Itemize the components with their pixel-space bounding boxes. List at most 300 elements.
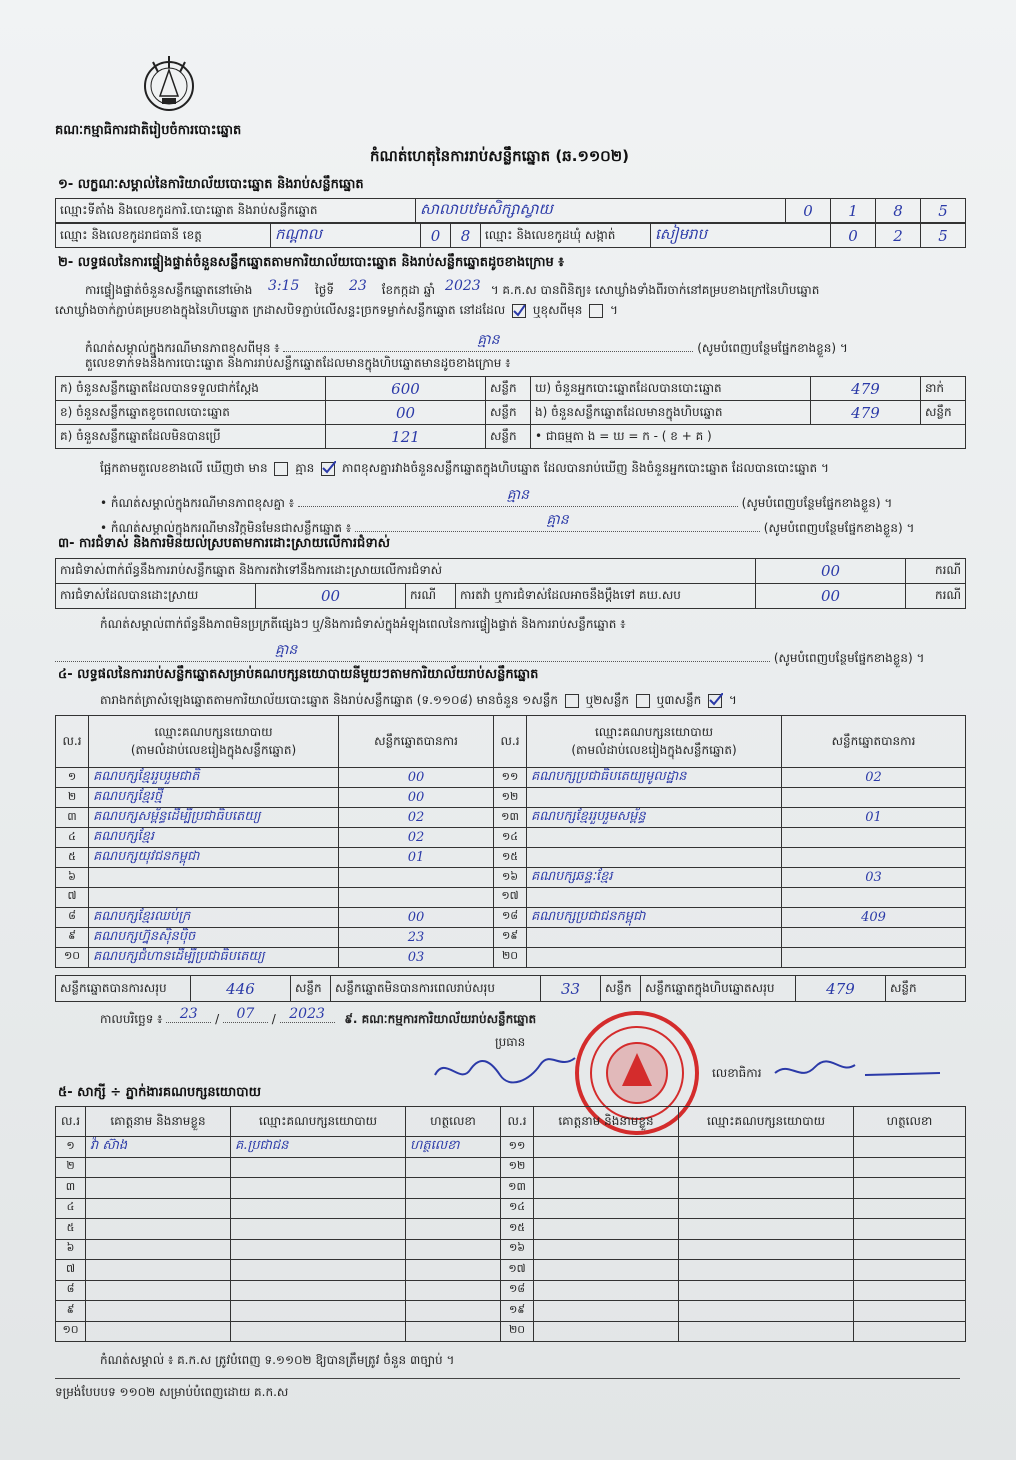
s3-note-line — [55, 640, 965, 668]
witness-name — [86, 1198, 231, 1219]
verify-text-a: ការផ្ទៀងផ្ទាត់ចំនួនសន្លឹកឆ្នោតនៅម៉ោង — [85, 283, 253, 297]
result-party — [89, 868, 339, 888]
witness-name — [86, 1157, 231, 1178]
fig-c-value: 121 — [326, 425, 486, 449]
col-party — [89, 716, 339, 768]
w-col-party: ឈ្មោះគណបក្សនយោបាយ — [231, 1107, 406, 1137]
result-votes — [782, 828, 966, 848]
result-party: គណបក្សឆន្ទៈខ្មែរ — [527, 868, 782, 888]
col-party-label: ឈ្មោះគណបក្សនយោបាយ — [154, 724, 273, 739]
witness-sign — [406, 1280, 501, 1301]
bullet2-line — [100, 510, 965, 538]
result-party: គណបក្សប្រជាជនកម្ពុជា — [527, 907, 782, 927]
witness-no: ១០ — [56, 1321, 86, 1342]
result-votes: 409 — [782, 907, 966, 927]
result-no: ១៣ — [494, 808, 527, 828]
no-difference-checkbox[interactable] — [321, 462, 335, 476]
witness-party — [231, 1157, 406, 1178]
results-row — [56, 947, 966, 967]
note-hint: (សូមបំពេញបន្ថែមផ្នែកខាងខ្លួន) ។ — [697, 341, 848, 355]
col-no: ល.រ — [494, 716, 527, 768]
result-votes — [339, 868, 494, 888]
witness-sign — [854, 1178, 966, 1199]
result-votes: 00 — [339, 788, 494, 808]
total-valid-unit: សន្លឹក — [291, 976, 331, 1002]
result-votes: 01 — [339, 848, 494, 868]
witness-party — [231, 1260, 406, 1281]
figures-intro: តួលេខទាក់ទងនឹងការបោះឆ្នោត និងការរាប់សន្លឹកឆ្នោតដែលមានក្នុងហិបឆ្នោតមានដូចខាងក្រោម ៖ — [85, 356, 511, 370]
s3-note-label: កំណត់សម្គាល់ពាក់ព័ន្ធនឹងភាពមិនប្រក្រតីផ្សេងៗ ឬ/និងការជំទាស់ក្នុងអំឡុងពេលនៃការផ្ទៀងផ្ទាត់ និងការរាប់សន្លឹកឆ្នោត ៖ — [100, 617, 626, 631]
result-no: ៤ — [56, 828, 89, 848]
witness-sign — [406, 1239, 501, 1260]
result-no: ៩ — [56, 927, 89, 947]
verify-line — [85, 278, 965, 300]
result-votes: 02 — [339, 808, 494, 828]
verify-year: 2023 — [445, 278, 481, 294]
result-party — [527, 788, 782, 808]
witness-name — [534, 1219, 679, 1240]
date-month: 07 — [223, 1006, 268, 1023]
date-line: កាលបរិច្ឆេទ ៖ 23 / 07 / 2023 ៩. គណៈកម្មការការិយាល័យរាប់សន្លឹកឆ្នោត — [100, 1006, 537, 1026]
col-no: ល.រ — [56, 716, 89, 768]
witness-row — [56, 1198, 966, 1219]
commune-value: សៀមរាប — [651, 224, 831, 248]
committee-label: ៩. គណៈកម្មការការិយាល័យរាប់សន្លឹកឆ្នោត — [344, 1012, 537, 1026]
date-year: 2023 — [280, 1006, 335, 1023]
result-no: ១០ — [56, 947, 89, 967]
result-no: ៣ — [56, 808, 89, 828]
bullet1-label: • កំណត់សម្គាល់ក្នុងករណីមានភាពខុសគ្នា ៖ — [100, 496, 295, 510]
result-votes — [782, 888, 966, 908]
verify-day: 23 — [348, 278, 367, 294]
section3-title: ៣- ការជំទាស់ និងការមិនយល់ស្របតាមការដោះស្រាយលើការជំទាស់ — [58, 536, 390, 551]
result-votes — [782, 947, 966, 967]
witness-sign — [406, 1260, 501, 1281]
witness-party: គ.ប្រជាជន — [231, 1137, 406, 1158]
result-no: ៨ — [56, 907, 89, 927]
fig-b-value: 00 — [326, 401, 486, 425]
verify-time: 3:15 — [267, 278, 300, 294]
witness-row — [56, 1219, 966, 1240]
witness-sign — [854, 1280, 966, 1301]
witness-no: ៣ — [56, 1178, 86, 1199]
same-checkbox[interactable] — [512, 304, 526, 318]
footer-note: កំណត់សម្គាល់ ៖ គ.ក.ស ត្រូវបំពេញ ទ.១១០២ ឱ្យបានត្រឹមត្រូវ ចំនួន ៣ច្បាប់ ។ — [100, 1353, 455, 1367]
col-votes: សន្លឹកឆ្នោតបានការ — [782, 716, 966, 768]
witness-no: ៤ — [56, 1198, 86, 1219]
cambodia-emblem-icon — [138, 52, 200, 114]
result-party: គណបក្សខ្មែរថ្មី — [89, 788, 339, 808]
form-title: កំណត់ហេតុនៃការរាប់សន្លឹកឆ្នោត (ឆ.១១០២) — [370, 147, 630, 165]
compare-text-c: ភាពខុសគ្នារវាងចំនួនសន្លឹកឆ្នោតក្នុងហិបឆ្នោត ដែលបានរាប់ឃើញ និងចំនួនអ្នកបោះឆ្នោត ដែលបានបោះឆ្នោត ។ — [341, 461, 829, 475]
fig-a-value: 600 — [326, 377, 486, 401]
result-party — [527, 927, 782, 947]
verify-text-b: ថ្ងៃទី — [315, 283, 335, 297]
resolved-unit: ករណី — [406, 584, 456, 609]
witness-party — [679, 1280, 854, 1301]
witness-party — [679, 1301, 854, 1322]
results-row — [56, 788, 966, 808]
witness-name: វ៉ា ស៊ាង — [86, 1137, 231, 1158]
commune-digit: 0 — [831, 224, 876, 248]
witness-row — [56, 1280, 966, 1301]
witness-name — [86, 1321, 231, 1342]
total-invalid-unit: សន្លឹក — [601, 976, 641, 1002]
witness-row — [56, 1178, 966, 1199]
witness-name — [534, 1157, 679, 1178]
commune-label: ឈ្មោះ និងលេខកូដឃុំ សង្កាត់ — [481, 224, 651, 248]
section1-title: ១- លក្ខណៈសម្គាល់នៃការិយាល័យបោះឆ្នោត និងរាប់សន្លឹកឆ្នោត — [58, 177, 364, 192]
commune-digit: 5 — [921, 224, 966, 248]
col-party-sub: (តាមលំដាប់លេខរៀងក្នុងសន្លឹកឆ្នោត) — [130, 742, 297, 757]
w-col-name: គោត្តនាម និងនាមខ្លួន — [86, 1107, 231, 1137]
witness-name — [86, 1260, 231, 1281]
chair-label: ប្រធាន — [495, 1035, 526, 1049]
witness-no: ១៩ — [501, 1301, 534, 1322]
result-votes: 02 — [782, 768, 966, 788]
figures-row — [56, 425, 966, 449]
appeal-label: ការតវ៉ា ឬការជំទាស់ដែលអាចនឹងប្តឹងទៅ គឃ.សប — [456, 584, 756, 609]
station-digit: 8 — [876, 199, 921, 223]
section5-title: ៥- សាក្សី ÷ ភ្នាក់ងារគណបក្សនយោបាយ — [58, 1085, 261, 1100]
fig-b-label: ខ) ចំនួនសន្លឹកឆ្នោតខូចពេលបោះឆ្នោត — [56, 401, 326, 425]
chair-signature — [430, 1050, 580, 1094]
province-value: កណ្តាល — [271, 224, 421, 248]
result-no: ១៥ — [494, 848, 527, 868]
fig-c-label: គ) ចំនួនសន្លឹកឆ្នោតដែលមិនបានប្រើ — [56, 425, 326, 449]
witness-no: ១ — [56, 1137, 86, 1158]
bullet1-line — [100, 485, 965, 513]
appeal-unit: ករណី — [906, 584, 966, 609]
result-party: គណបក្សយុវជនកម្ពុជា — [89, 848, 339, 868]
fig-c-unit: សន្លឹក — [486, 425, 531, 449]
result-no: ៧ — [56, 888, 89, 908]
fig-b-unit: សន្លឹក — [486, 401, 531, 425]
witness-name — [534, 1301, 679, 1322]
result-no: ៦ — [56, 868, 89, 888]
date-label: កាលបរិច្ឆេទ ៖ — [100, 1012, 163, 1026]
witness-sign — [406, 1178, 501, 1199]
fig-d-label: ឃ) ចំនួនអ្នកបោះឆ្នោតដែលបានបោះឆ្នោត — [531, 377, 811, 401]
witness-party — [231, 1219, 406, 1240]
bullet2-label: • កំណត់សម្គាល់ក្នុងករណីមានវិក្កមិនមែនជាសន្លឹកឆ្នោត ៖ — [100, 521, 352, 535]
org-name: គណៈកម្មាធិការជាតិរៀបចំការបោះឆ្នោត — [55, 123, 242, 138]
s4-intro: តារាងកត់ត្រាសំឡេងឆ្នោតតាមការិយាល័យបោះឆ្នោត និងរាប់សន្លឹកឆ្នោត (ទ.១១០៨) មានចំនួន ១សន្លឹក ឬ២សន្លឹក ឬ៣សន្លឹក ។ — [100, 693, 737, 707]
witness-no: ៩ — [56, 1301, 86, 1322]
fig-e-unit: សន្លឹក — [921, 401, 966, 425]
result-votes — [782, 848, 966, 868]
witness-no: ៥ — [56, 1219, 86, 1240]
col-party-label: ឈ្មោះគណបក្សនយោបាយ — [594, 724, 714, 739]
result-no: ២ — [56, 788, 89, 808]
results-row — [56, 808, 966, 828]
witness-party — [679, 1219, 854, 1240]
result-no: ៥ — [56, 848, 89, 868]
witness-party — [679, 1321, 854, 1342]
bullet1-hint: (សូមបំពេញបន្ថែមផ្នែកខាងខ្លួន) ។ — [741, 496, 893, 510]
fig-a-unit: សន្លឹក — [486, 377, 531, 401]
results-row — [56, 848, 966, 868]
result-no: ១៤ — [494, 828, 527, 848]
result-party: គណបក្សខ្មែរឈប់ក្រ — [89, 907, 339, 927]
result-votes: 23 — [339, 927, 494, 947]
verify-text-c: ខែកក្កដា ឆ្នាំ — [381, 283, 436, 297]
figures-table — [55, 376, 966, 449]
witness-no: ៦ — [56, 1239, 86, 1260]
results-row — [56, 868, 966, 888]
station-digit: 0 — [786, 199, 831, 223]
witness-name — [86, 1178, 231, 1199]
col-party-sub: (តាមលំដាប់លេខរៀងក្នុងសន្លឹកឆ្នោត) — [571, 742, 737, 757]
station-label: ឈ្មោះទីតាំង និងលេខកូដការិ.បោះឆ្នោត និងរាប់សន្លឹកឆ្នោត — [56, 199, 416, 223]
result-votes: 01 — [782, 808, 966, 828]
result-votes — [339, 888, 494, 908]
total-valid-value: 446 — [191, 976, 291, 1002]
results-table — [55, 715, 966, 968]
result-no: ២០ — [494, 947, 527, 967]
witness-no: ៨ — [56, 1280, 86, 1301]
witness-name — [534, 1198, 679, 1219]
witness-table — [55, 1106, 966, 1342]
totals-table — [55, 975, 966, 1002]
witness-row — [56, 1321, 966, 1342]
witness-row — [56, 1260, 966, 1281]
verify-text-d: ។ គ.ក.ស បានពិនិត្យ៖ សោឃ្លាំងទាំងពីរចាក់នៅគម្របខាងក្រៅនៃហិបឆ្នោត — [490, 283, 820, 297]
province-label: ឈ្មោះ និងលេខកូដរាជធានី ខេត្ត — [56, 224, 271, 248]
total-box-unit: សន្លឹក — [886, 976, 966, 1002]
total-box-value: 479 — [796, 976, 886, 1002]
witness-sign — [854, 1321, 966, 1342]
result-no: ១១ — [494, 768, 527, 788]
total-box-label: សន្លឹកឆ្នោតក្នុងហិបឆ្នោតសរុប — [641, 976, 796, 1002]
verify-line2-b: ឬខុសពីមុន — [532, 303, 583, 317]
total-invalid-value: 33 — [541, 976, 601, 1002]
s4-intro-text: តារាងកត់ត្រាសំឡេងឆ្នោតតាមការិយាល័យបោះឆ្នោត និងរាប់សន្លឹកឆ្នោត (ទ.១១០៨) មានចំនួន ១សន្លឹក — [100, 693, 558, 707]
result-party — [89, 888, 339, 908]
witness-row — [56, 1239, 966, 1260]
results-row — [56, 828, 966, 848]
s4-intro-b: ឬ២សន្លឹក — [585, 693, 630, 707]
verify-line2: សោឃ្លាំងចាក់ភ្ជាប់គម្របខាងក្នុងនៃហិបឆ្នោត ក្រដាសបិទភ្ជាប់លើសន្ទះច្រកទម្លាក់សន្លឹកឆ្នោត នៅដដែល ឬខុសពីមុន ។ — [55, 303, 618, 317]
witness-sign — [854, 1157, 966, 1178]
compare-text-b: គ្មាន — [295, 461, 315, 475]
appeal-value: 00 — [756, 584, 906, 609]
witness-party — [679, 1137, 854, 1158]
results-row — [56, 927, 966, 947]
witness-sign: ហត្ថលេខា — [406, 1137, 501, 1158]
witness-no: ១២ — [501, 1157, 534, 1178]
witness-party — [231, 1301, 406, 1322]
result-party: គណបក្សខ្មែររួបរួមសម្ព័ន្ធ — [527, 808, 782, 828]
secretary-label: លេខាធិការ — [712, 1066, 762, 1080]
figures-row — [56, 401, 966, 425]
result-party — [527, 848, 782, 868]
commune-digit: 2 — [876, 224, 921, 248]
witness-name — [534, 1280, 679, 1301]
witness-sign — [854, 1198, 966, 1219]
result-no: ១ — [56, 768, 89, 788]
resolved-value: 00 — [256, 584, 406, 609]
footer-divider — [55, 1378, 960, 1379]
result-party: គណបក្សខ្មែររួបរួមជាតិ — [89, 768, 339, 788]
witness-no: ១៣ — [501, 1178, 534, 1199]
witness-row — [56, 1157, 966, 1178]
province-digit: 0 — [421, 224, 451, 248]
w-col-sign: ហត្ថលេខា — [854, 1107, 966, 1137]
result-party: គណបក្សហ្វ៊ុនស៊ិនប៉ិច — [89, 927, 339, 947]
bullet2-value: គ្មាន — [355, 510, 760, 532]
station-value: សាលាបឋមសិក្សាស្វាយ — [416, 199, 786, 223]
witness-party — [679, 1198, 854, 1219]
witness-sign — [406, 1219, 501, 1240]
witness-no: ១៧ — [501, 1260, 534, 1281]
section1-table — [55, 198, 966, 223]
witness-party — [231, 1280, 406, 1301]
w-col-no: ល.រ — [56, 1107, 86, 1137]
witness-name — [534, 1260, 679, 1281]
date-day: 23 — [166, 1006, 211, 1023]
witness-sign — [854, 1301, 966, 1322]
station-digit: 1 — [831, 199, 876, 223]
w-col-no: ល.រ — [501, 1107, 534, 1137]
col-votes: សន្លឹកឆ្នោតបានការ — [339, 716, 494, 768]
witness-sign — [406, 1301, 501, 1322]
result-votes: 03 — [782, 868, 966, 888]
section1-table-row2 — [55, 223, 966, 248]
result-votes: 00 — [339, 907, 494, 927]
witness-party — [679, 1157, 854, 1178]
witness-no: ១៨ — [501, 1280, 534, 1301]
s3-note-hint: (សូមបំពេញបន្ថែមផ្នែកខាងខ្លួន) ។ — [773, 651, 925, 665]
w-col-name: គោត្តនាម និងនាមខ្លួន — [534, 1107, 679, 1137]
witness-no: ២០ — [501, 1321, 534, 1342]
witness-sign — [854, 1239, 966, 1260]
fig-e-label: ង) ចំនួនសន្លឹកឆ្នោតដែលមានក្នុងហិបឆ្នោត — [531, 401, 811, 425]
result-votes — [782, 788, 966, 808]
resolved-label: ការជំទាស់ដែលបានដោះស្រាយ — [56, 584, 256, 609]
witness-no: ១៦ — [501, 1239, 534, 1260]
witness-no: ៧ — [56, 1260, 86, 1281]
secretary-signature — [770, 1055, 945, 1089]
witness-party — [231, 1198, 406, 1219]
witness-no: ២ — [56, 1157, 86, 1178]
result-no: ១៦ — [494, 868, 527, 888]
witness-party — [679, 1260, 854, 1281]
witness-sign — [406, 1157, 501, 1178]
witness-sign — [854, 1260, 966, 1281]
witness-name — [534, 1321, 679, 1342]
result-party: គណបក្សខ្មែរ — [89, 828, 339, 848]
bullet1-value: គ្មាន — [298, 485, 738, 507]
fig-a-label: ក) ចំនួនសន្លឹកឆ្នោតដែលបានទទួលជាក់ស្តែង — [56, 377, 326, 401]
fig-d-value: 479 — [811, 377, 921, 401]
three-sheet-checkbox[interactable] — [708, 694, 722, 708]
total-invalid-label: សន្លឹកឆ្នោតមិនបានការពេលរាប់សរុប — [331, 976, 541, 1002]
section2-title: ២- លទ្ធផលនៃការផ្ទៀងផ្ទាត់ចំនួនសន្លឹកឆ្នោតតាមការិយាល័យបោះឆ្នោត និងរាប់សន្លឹកឆ្នោតដូចខាងក្រោម ៖ — [58, 255, 564, 270]
objection-label: ការជំទាស់ពាក់ព័ន្ធនឹងការរាប់សន្លឹកឆ្នោត និងការតវ៉ាទៅនឹងការដោះស្រាយលើការជំទាស់ — [56, 559, 756, 584]
witness-sign — [854, 1137, 966, 1158]
witness-sign — [406, 1321, 501, 1342]
witness-sign — [406, 1198, 501, 1219]
result-votes: 03 — [339, 947, 494, 967]
result-no: ១៨ — [494, 907, 527, 927]
section3-table — [55, 558, 966, 609]
witness-name — [534, 1137, 679, 1158]
verify-line2-text: សោឃ្លាំងចាក់ភ្ជាប់គម្របខាងក្នុងនៃហិបឆ្នោត ក្រដាសបិទភ្ជាប់លើសន្ទះច្រកទម្លាក់សន្លឹកឆ្នោត នៅដដែល — [55, 303, 506, 317]
witness-sign — [854, 1219, 966, 1240]
two-sheet-checkbox[interactable] — [636, 694, 650, 708]
result-party: គណបក្សសម្ព័ន្ធដើម្បីប្រជាធិបតេយ្យ — [89, 808, 339, 828]
s3-note-value: គ្មាន — [55, 640, 770, 662]
objection-value: 00 — [756, 559, 906, 584]
witness-name — [86, 1301, 231, 1322]
col-party — [527, 716, 782, 768]
compare-text-a: ផ្អែកតាមតួលេខខាងលើ ឃើញថា មាន — [100, 461, 268, 475]
formula: • ជាធម្មតា ង = ឃ = ក - ( ខ + គ ) — [531, 425, 966, 449]
result-votes: 00 — [339, 768, 494, 788]
objection-unit: ករណី — [906, 559, 966, 584]
result-party: គណបក្សជំហានដើម្បីប្រជាធិបតេយ្យ — [89, 947, 339, 967]
station-digit: 5 — [921, 199, 966, 223]
result-no: ១២ — [494, 788, 527, 808]
witness-party — [231, 1178, 406, 1199]
s4-intro-c: ឬ៣សន្លឹក — [656, 693, 702, 707]
w-col-sign: ហត្ថលេខា — [406, 1107, 501, 1137]
witness-name — [86, 1280, 231, 1301]
witness-no: ១៤ — [501, 1198, 534, 1219]
w-col-party: ឈ្មោះគណបក្សនយោបាយ — [679, 1107, 854, 1137]
witness-party — [679, 1178, 854, 1199]
witness-party — [231, 1239, 406, 1260]
one-sheet-checkbox[interactable] — [565, 694, 579, 708]
witness-party — [679, 1239, 854, 1260]
different-checkbox[interactable] — [589, 304, 603, 318]
witness-no: ១៥ — [501, 1219, 534, 1240]
result-party — [527, 828, 782, 848]
total-valid-label: សន្លឹកឆ្នោតបានការសរុប — [56, 976, 191, 1002]
has-difference-checkbox[interactable] — [274, 462, 288, 476]
result-no: ១៩ — [494, 927, 527, 947]
result-votes: 02 — [339, 828, 494, 848]
figures-row — [56, 377, 966, 401]
note-label: កំណត់សម្គាល់ក្នុងករណីមានភាពខុសពីមុន ៖ — [85, 341, 280, 355]
witness-name — [534, 1239, 679, 1260]
result-party — [527, 888, 782, 908]
results-row — [56, 768, 966, 788]
witness-row — [56, 1301, 966, 1322]
witness-name — [86, 1239, 231, 1260]
note-line — [85, 330, 965, 358]
witness-party — [231, 1321, 406, 1342]
compare-line — [100, 460, 965, 478]
results-row — [56, 888, 966, 908]
fig-d-unit: នាក់ — [921, 377, 966, 401]
result-party — [527, 947, 782, 967]
result-votes — [782, 927, 966, 947]
result-no: ១៧ — [494, 888, 527, 908]
results-row — [56, 907, 966, 927]
witness-no: ១១ — [501, 1137, 534, 1158]
province-digit: 8 — [451, 224, 481, 248]
witness-name — [86, 1219, 231, 1240]
note-value: គ្មាន — [283, 330, 693, 352]
section4-title: ៤- លទ្ធផលនៃការរាប់សន្លឹកឆ្នោតសម្រាប់គណបក្សនយោបាយនីមួយៗតាមការិយាល័យរាប់សន្លឹកឆ្នោត — [58, 667, 539, 682]
fig-e-value: 479 — [811, 401, 921, 425]
footer-form-ref: ទម្រង់បែបបទ ១១០២ សម្រាប់បំពេញដោយ គ.ក.ស — [55, 1385, 289, 1399]
witness-name — [534, 1178, 679, 1199]
bullet2-hint: (សូមបំពេញបន្ថែមផ្នែកខាងខ្លួន) ។ — [763, 521, 915, 535]
witness-row — [56, 1137, 966, 1158]
